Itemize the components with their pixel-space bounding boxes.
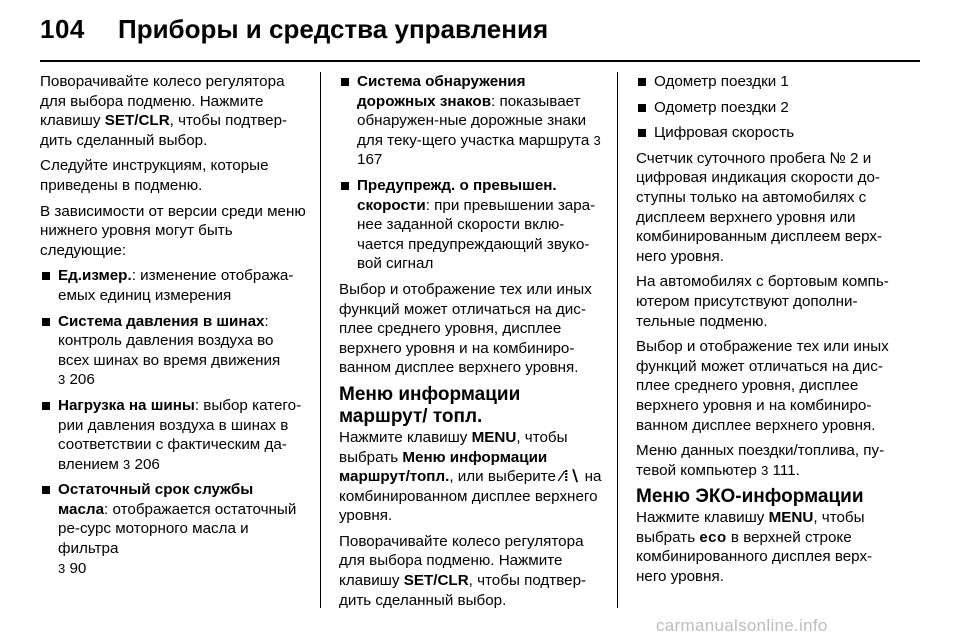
eco-icon: eco: [699, 528, 727, 546]
paragraph: Поворачивайте колесо регулятора для выбора подменю. Нажмите клавишу SET/CLR, чтобы подтвер-дить сделанный выбор.: [40, 73, 288, 149]
paragraph: Счетчик суточного пробега № 2 и цифровая индикация скорости до-ступны только на автомобилях с дисплеем верхнего уровня или комбинированным дисплеем верх-него уровня.: [636, 149, 883, 265]
paragraph: В зависимости от версии среди меню нижнего уровня могут быть следующие:: [40, 202, 306, 259]
paragraph: Нажмите клавишу MENU, чтобы выбрать eco в верхней строке комбинированного дисплея верх-него уровня.: [636, 509, 873, 586]
page-ref-icon: 3: [593, 132, 601, 148]
column-1: [40, 72, 306, 584]
bullet-icon: [341, 182, 349, 190]
section-heading: Меню ЭКО-информации: [636, 486, 864, 508]
list-item: Ед.измер.: изменение отобража-емых единиц измерения: [40, 266, 306, 305]
list-item: Предупрежд. о превышен. скорости: при превышении зара-нее заданной скорости вклю-чается предупреждающий звуко-вой сигнал: [339, 176, 605, 274]
bullet-icon: [42, 402, 50, 410]
trip-fuel-icon: ⁄⁞∖: [560, 468, 581, 486]
bullet-icon: [638, 78, 646, 86]
list-item: Остаточный срок службы масла: отображается остаточный ре-сурс моторного масла и фильтра 3 90: [40, 480, 306, 578]
list-item: Одометр поездки 2: [636, 98, 902, 118]
page-number: 104: [40, 14, 85, 44]
paragraph: Выбор и отображение тех или иных функций может отличаться на дис-плее среднего уровня, дисплее верхнего уровня и на комбиниро-ванном дисплее верхнего уровня.: [636, 338, 889, 434]
bullet-icon: [42, 486, 50, 494]
page-ref[interactable]: 167: [357, 151, 383, 169]
bullet-icon: [42, 272, 50, 280]
column-divider: [320, 72, 321, 608]
bullet-icon: [42, 318, 50, 326]
section-heading: Меню информации маршрут/ топл.: [339, 383, 521, 427]
page-ref[interactable]: 111.: [772, 461, 800, 479]
list-item: Одометр поездки 1: [636, 72, 902, 92]
watermark: carmanualsonline.info: [656, 616, 828, 635]
page-ref[interactable]: 90: [69, 559, 87, 577]
page-ref-icon: 3: [58, 560, 66, 576]
list-item: Система обнаружения дорожных знаков: показывает обнаружен-ные дорожные знаки для теку-щего участка маршрута 3 167: [339, 72, 605, 170]
page-header: [0, 0, 960, 62]
page-ref[interactable]: 206: [69, 371, 95, 389]
header-rule: [40, 60, 920, 62]
page-ref[interactable]: 206: [134, 455, 160, 473]
bullet-icon: [638, 104, 646, 112]
paragraph: Следуйте инструкциям, которые приведены в подменю.: [40, 157, 269, 194]
list-item: Нагрузка на шины: выбор катего-рии давления воздуха в шинах в соответствии с фактическим да-влением 3 206: [40, 396, 306, 474]
paragraph: Поворачивайте колесо регулятора для выбора подменю. Нажмите клавишу SET/CLR, чтобы подтвер-дить сделанный выбор.: [339, 532, 587, 609]
page-ref-icon: 3: [761, 462, 769, 478]
list-item: Цифровая скорость: [636, 123, 902, 143]
paragraph: Нажмите клавишу MENU, чтобы выбрать Меню информации маршрут/топл., или выберите ⁄⁞∖ на комбинированном дисплее верхнего уровня.: [339, 428, 602, 525]
paragraph: На автомобилях с бортовым компь-ютером присутствуют дополни-тельные подменю.: [636, 273, 889, 330]
column-2: [339, 72, 605, 616]
column-3: [636, 72, 902, 593]
column-divider: [617, 72, 618, 608]
page-ref-icon: 3: [58, 372, 66, 388]
page-ref-icon: 3: [123, 456, 131, 472]
paragraph: Выбор и отображение тех или иных функций может отличаться на дис-плее среднего уровня, дисплее верхнего уровня и на комбиниро-ванном дисплее верхнего уровня.: [339, 280, 592, 377]
bullet-icon: [341, 78, 349, 86]
list-item: Система давления в шинах: контроль давления воздуха во всех шинах во время движения 3 206: [40, 312, 306, 390]
paragraph: Меню данных поездки/топлива, пу-тевой компьютер 3 111.: [636, 442, 885, 479]
page-title: Приборы и средства управления: [118, 14, 549, 44]
bullet-icon: [638, 129, 646, 137]
